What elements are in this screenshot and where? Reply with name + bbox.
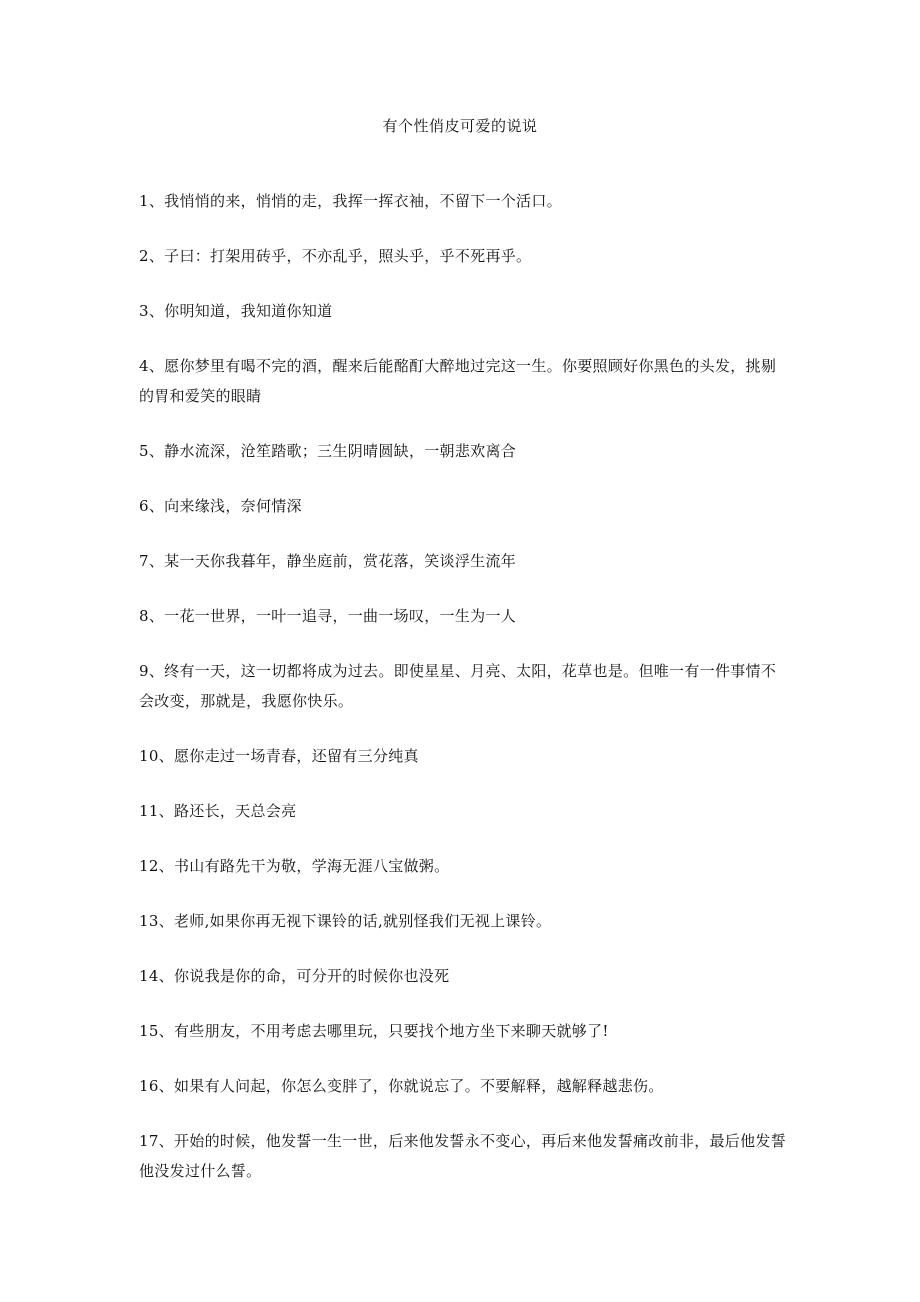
list-item: 7、某一天你我暮年，静坐庭前，赏花落，笑谈浮生流年 bbox=[139, 552, 517, 570]
list-item: 14、你说我是你的命，可分开的时候你也没死 bbox=[139, 967, 450, 985]
list-item: 16、如果有人问起，你怎么变胖了，你就说忘了。不要解释，越解释越悲伤。 bbox=[139, 1077, 664, 1095]
list-item: 12、书山有路先干为敬，学海无涯八宝做粥。 bbox=[139, 857, 450, 875]
list-item: 8、一花一世界，一叶一追寻，一曲一场叹，一生为一人 bbox=[139, 607, 517, 625]
list-item: 1、我悄悄的来，悄悄的走，我挥一挥衣袖，不留下一个活口。 bbox=[139, 192, 562, 210]
list-item: 15、有些朋友，不用考虑去哪里玩，只要找个地方坐下来聊天就够了! bbox=[139, 1022, 609, 1040]
list-item: 5、静水流深，沧笙踏歌；三生阴晴圆缺，一朝悲欢离合 bbox=[139, 442, 517, 460]
list-item: 17、开始的时候，他发誓一生一世，后来他发誓永不变心，再后来他发誓痛改前非，最后他发誓他没发过什么誓。 bbox=[139, 1132, 786, 1180]
list-item: 10、愿你走过一场青春，还留有三分纯真 bbox=[139, 747, 419, 765]
list-item: 13、老师,如果你再无视下课铃的话,就别怪我们无视上课铃。 bbox=[139, 912, 552, 930]
list-item: 6、向来缘浅，奈何情深 bbox=[139, 497, 302, 515]
list-item: 9、终有一天，这一切都将成为过去。即使星星、月亮、太阳，花草也是。但唯一有一件事情不会改变，那就是，我愿你快乐。 bbox=[139, 662, 777, 710]
list-item: 3、你明知道，我知道你知道 bbox=[139, 302, 333, 320]
list-item: 4、愿你梦里有喝不完的酒，醒来后能酩酊大醉地过完这一生。你要照顾好你黑色的头发，挑剔的胃和爱笑的眼睛 bbox=[139, 357, 777, 405]
page-title: 有个性俏皮可爱的说说 bbox=[382, 117, 538, 135]
entry-list bbox=[139, 186, 789, 1211]
list-item: 2、子曰：打架用砖乎，不亦乱乎，照头乎，乎不死再乎。 bbox=[139, 247, 532, 265]
list-item: 11、路还长，天总会亮 bbox=[139, 802, 297, 820]
